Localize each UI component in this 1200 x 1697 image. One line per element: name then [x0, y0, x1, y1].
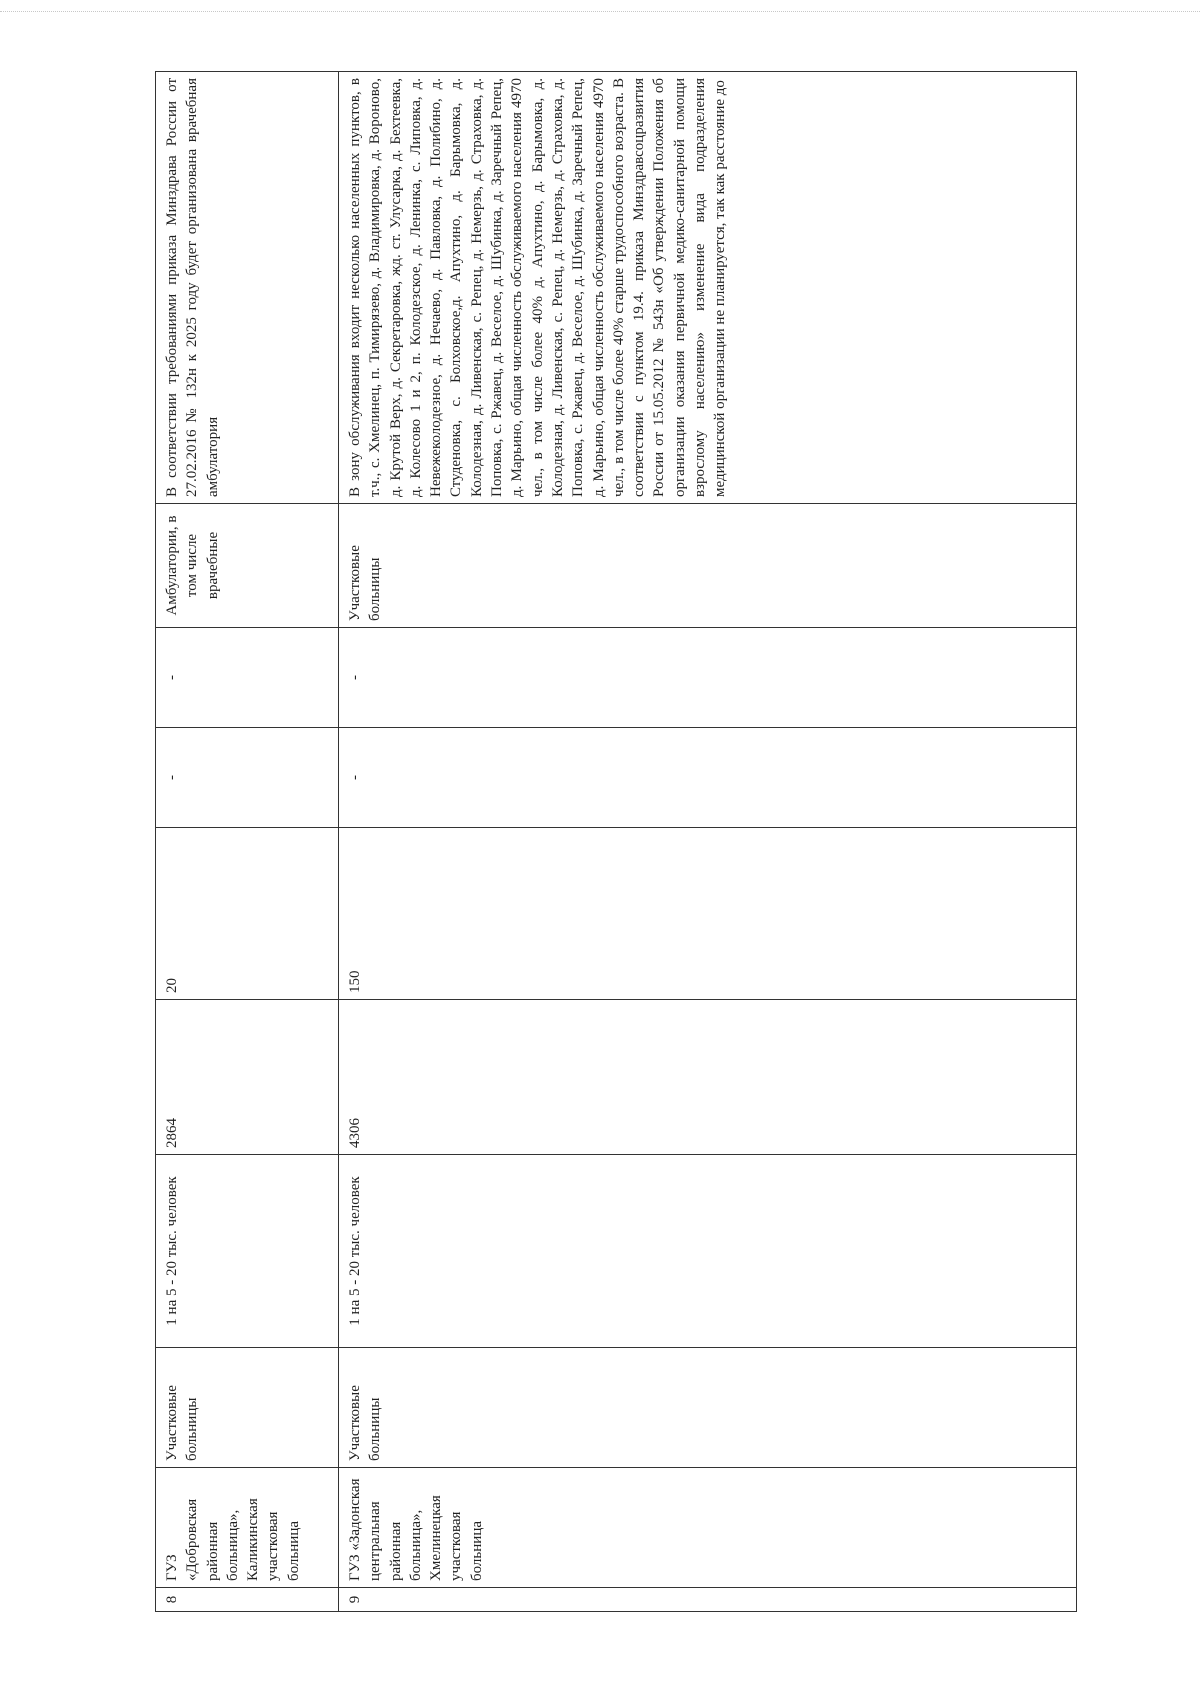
- norm-cell: 1 на 5 - 20 тыс. человек: [156, 1155, 339, 1348]
- row-number: 8: [156, 1588, 339, 1612]
- facility-type-cell: Участковые больницы: [339, 1348, 1077, 1468]
- note-cell: В зону обслуживания входит несколько населенных пунктов, в т.ч., с. Хмелинец, п. Тимирязево, д. Владимировка, д. Вороново, д. Крутой Верх, д. Секретаровка, жд. ст. Улусарка, д. Бехтеевка, д. Колесово 1 и 2, п. Колодезское, д. Ленинка, с. Липовка, д. Невежеколодезное, д. Нечаево, д. Павловка, д. Полибино, д. Студеновка, с. Болховское,д. Апухтино, д. Барымовка, д. Колодезная, д. Ливенская, с. Репец, д. Немерзь, д. Страховка, д. Поповка, с. Ржавец, д. Веселое, д. Шубинка, д. Заречный Репец, д. Марьино, общая численность обслуживаемого населения 4970 чел., в том числе более 40% д. Апухтино, д. Барымовка, д. Колодезная, д. Ливенская, с. Репец, д. Немерзь, д. Страховка, д. Поповка, с. Ржавец, д. Веселое, д. Шубинка, д. Заречный Репец, д. Марьино, общая численность обслуживаемого населения 4970 чел., в том числе более 40% старше трудоспособного возраста. В соответствии с пунктом 19.4. приказа Минздравсоцразвития России от 15.05.2012 № 543н «Об утверждении Положения об организации оказания первичной медико-санитарной помощи взрослому населению» изменение вида подразделения медицинской организации не планируется, так как расстояние до: [339, 72, 1077, 504]
- table-row: [156, 72, 339, 1612]
- organization-cell: ГУЗ «Задонская центральная районная больница», Хмелинецкая участковая больница: [339, 1468, 1077, 1588]
- distance-cell: 150: [339, 828, 1077, 1000]
- population-cell: 4306: [339, 1000, 1077, 1155]
- norm-cell: 1 на 5 - 20 тыс. человек: [339, 1155, 1077, 1348]
- page-top-border: [0, 11, 1200, 12]
- dash-cell: -: [339, 628, 1077, 728]
- planned-type-cell: Амбулатории, в том числе врачебные: [156, 504, 339, 628]
- distance-cell: 20: [156, 828, 339, 1000]
- dash-cell: -: [156, 628, 339, 728]
- note-cell: В соответствии требованиями приказа Минздрава России от 27.02.2016 № 132н к 2025 году будет организована врачебная амбулатория: [156, 72, 339, 504]
- facility-type-cell: Участковые больницы: [156, 1348, 339, 1468]
- dash-cell: -: [339, 728, 1077, 828]
- row-number: 9: [339, 1588, 1077, 1612]
- table-row: [339, 72, 1077, 1612]
- population-cell: 2864: [156, 1000, 339, 1155]
- rotated-page: [155, 72, 1070, 1612]
- planned-type-cell: Участковые больницы: [339, 504, 1077, 628]
- dash-cell: -: [156, 728, 339, 828]
- organization-cell: ГУЗ «Добровская районная больница», Каликинская участковая больница: [156, 1468, 339, 1588]
- facilities-table: [155, 71, 1077, 1612]
